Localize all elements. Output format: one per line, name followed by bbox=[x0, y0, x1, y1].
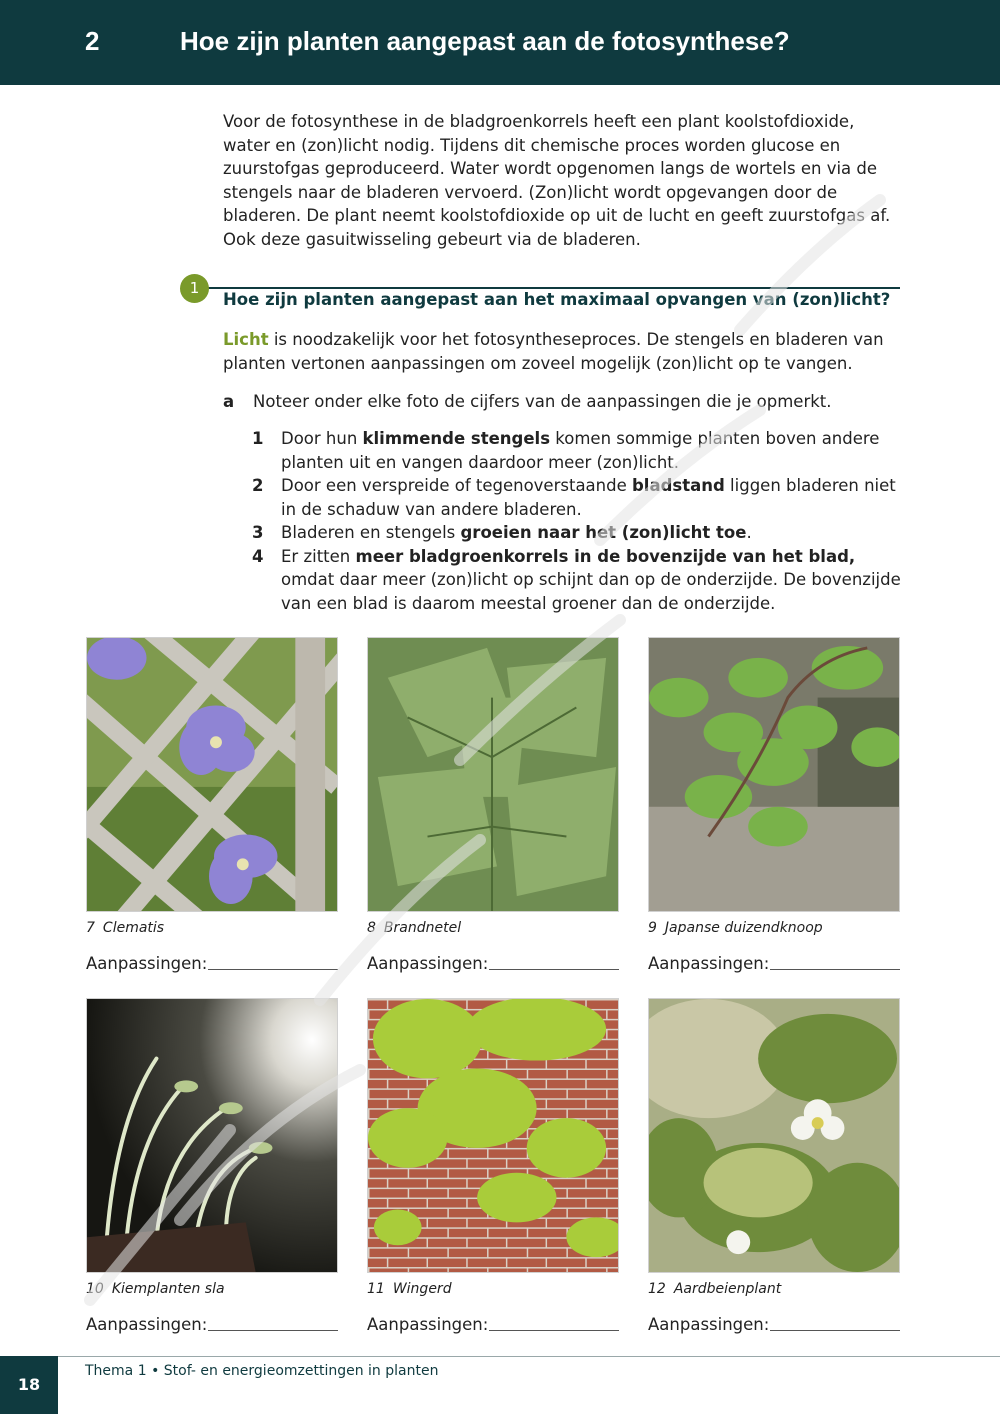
answer-line[interactable] bbox=[770, 1330, 900, 1331]
photo-caption bbox=[648, 1281, 781, 1297]
photo-caption bbox=[86, 920, 164, 936]
list-item-text: omdat daar meer (zon)licht op schijnt dan op de onderzijde. De bovenzijde van een blad is daarom meestal groener dan de onderzijde. bbox=[281, 570, 901, 613]
answer-line[interactable] bbox=[770, 969, 900, 970]
list-item bbox=[252, 427, 902, 474]
caption-name: Japanse duizendknoop bbox=[664, 920, 823, 936]
photo-caption bbox=[86, 1281, 225, 1297]
question-number-badge: 1 bbox=[180, 274, 209, 303]
photo-caption bbox=[648, 920, 823, 936]
answer-label: Aanpassingen: bbox=[367, 954, 489, 973]
answer-line[interactable] bbox=[489, 1330, 619, 1331]
list-item bbox=[252, 545, 902, 616]
answer-label: Aanpassingen: bbox=[648, 954, 770, 973]
chapter-header-bar bbox=[0, 0, 1000, 85]
subquestion-a bbox=[223, 390, 903, 414]
list-item-number: 4 bbox=[252, 546, 264, 566]
list-item-keyword: bladstand bbox=[632, 476, 725, 495]
photo-wingerd bbox=[367, 998, 619, 1273]
photo-kiemplanten-sla bbox=[86, 998, 338, 1273]
footer-theme: Thema 1 • Stof- en energieomzettingen in planten bbox=[85, 1363, 439, 1379]
footer-divider bbox=[0, 1356, 1000, 1357]
caption-number: 7 bbox=[86, 920, 95, 936]
photo-caption bbox=[367, 920, 461, 936]
list-item-text: liggen bladeren niet in de schaduw van andere bladeren. bbox=[281, 476, 896, 519]
list-item bbox=[252, 474, 902, 521]
caption-name: Wingerd bbox=[392, 1281, 452, 1297]
caption-name: Kiemplanten sla bbox=[111, 1281, 225, 1297]
list-item-text: komen sommige planten boven andere planten uit en vangen daardoor meer (zon)licht. bbox=[281, 429, 880, 472]
photo-aardbeienplant bbox=[648, 998, 900, 1273]
answer-label: Aanpassingen: bbox=[86, 1315, 208, 1334]
chapter-title: Hoe zijn planten aangepast aan de fotosynthese? bbox=[180, 26, 790, 56]
list-item-number: 1 bbox=[252, 429, 264, 448]
answer-line[interactable] bbox=[208, 969, 338, 970]
page-number: 18 bbox=[0, 1356, 58, 1414]
list-item-keyword: groeien naar het (zon)licht toe bbox=[460, 523, 747, 542]
question-intro-text: is noodzakelijk voor het fotosyntheseproces. De stengels en bladeren van planten vertonen aanpassingen om zoveel mogelijk (zon)licht op te vangen. bbox=[223, 330, 884, 373]
list-item-text: Er zitten bbox=[281, 546, 356, 566]
list-item-text: Door een verspreide of tegenoverstaande bbox=[281, 476, 632, 495]
question-divider bbox=[205, 287, 900, 289]
list-item-text: Door hun bbox=[281, 429, 363, 448]
caption-name: Clematis bbox=[102, 920, 165, 936]
highlight-term: Licht bbox=[223, 330, 269, 349]
caption-number: 11 bbox=[367, 1281, 385, 1297]
list-item-number: 2 bbox=[252, 476, 264, 495]
caption-name: Brandnetel bbox=[383, 920, 462, 936]
answer-label: Aanpassingen: bbox=[86, 954, 208, 973]
caption-number: 9 bbox=[648, 920, 657, 936]
caption-number: 12 bbox=[648, 1281, 666, 1297]
answer-label: Aanpassingen: bbox=[648, 1315, 770, 1334]
caption-number: 10 bbox=[86, 1281, 104, 1297]
caption-name: Aardbeienplant bbox=[673, 1281, 782, 1297]
question-intro bbox=[223, 328, 903, 375]
answer-line[interactable] bbox=[208, 1330, 338, 1331]
list-item-keyword: meer bladgroenkorrels in de bovenzijde van het blad, bbox=[355, 546, 856, 566]
question-title: Hoe zijn planten aangepast aan het maximaal opvangen van (zon)licht? bbox=[223, 290, 891, 309]
list-item-text: . bbox=[746, 523, 752, 542]
photo-clematis bbox=[86, 637, 338, 912]
caption-number: 8 bbox=[367, 920, 376, 936]
answer-line[interactable] bbox=[489, 969, 619, 970]
list-item-text: Bladeren en stengels bbox=[281, 523, 461, 542]
answer-label: Aanpassingen: bbox=[367, 1315, 489, 1334]
list-item bbox=[252, 521, 902, 545]
photo-caption bbox=[367, 1281, 452, 1297]
photo-brandnetel bbox=[367, 637, 619, 912]
list-item-number: 3 bbox=[252, 523, 264, 542]
chapter-number: 2 bbox=[85, 26, 100, 56]
list-item-keyword: klimmende stengels bbox=[362, 429, 551, 448]
adaptations-list bbox=[252, 427, 902, 615]
subquestion-letter: a bbox=[223, 392, 235, 411]
intro-paragraph: Voor de fotosynthese in de bladgroenkorrels heeft een plant koolstofdioxide, water en (zon)licht nodig. Tijdens dit chemische proces worden glucose en zuurstofgas geproduceerd. Water wordt opgenomen langs de wortels en via de stengels naar de bladeren vervoerd. (Zon)licht wordt opgevangen door de bladeren. De plant neemt koolstofdioxide op uit de lucht en geeft zuurstofgas af. Ook deze gasuitwisseling gebeurt via de bladeren. bbox=[223, 112, 891, 249]
subquestion-text: Noteer onder elke foto de cijfers van de aanpassingen die je opmerkt. bbox=[253, 392, 832, 411]
photo-japanse-duizendknoop bbox=[648, 637, 900, 912]
